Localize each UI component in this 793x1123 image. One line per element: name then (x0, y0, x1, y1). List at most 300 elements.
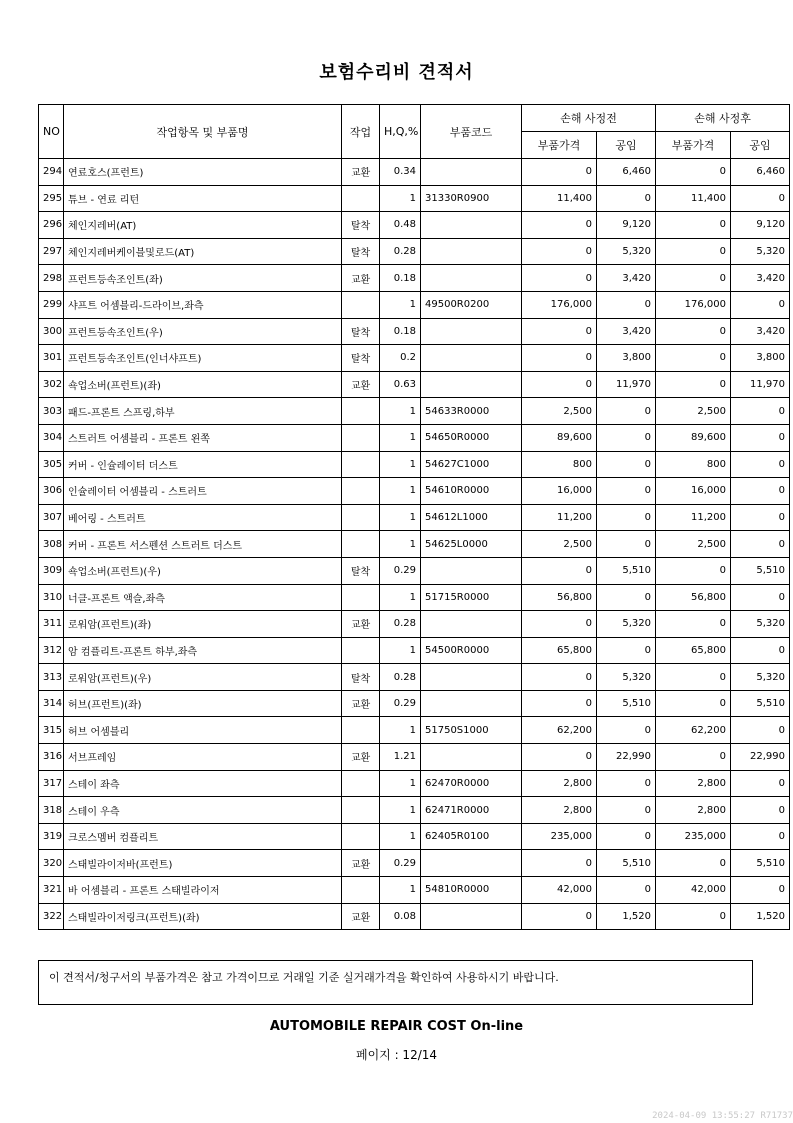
row-after-part-price: 11,200 (656, 504, 731, 531)
row-item-name: 체인지레버케이블및로드(AT) (64, 238, 342, 265)
row-before-part-price: 176,000 (522, 291, 597, 318)
table-row (39, 664, 790, 691)
row-after-labor: 0 (731, 584, 790, 611)
row-after-part-price: 0 (656, 611, 731, 638)
row-after-part-price: 0 (656, 850, 731, 877)
row-before-part-price: 0 (522, 611, 597, 638)
row-work-type: 탈착 (342, 557, 380, 584)
row-before-part-price: 0 (522, 557, 597, 584)
table-body (39, 159, 790, 930)
row-no: 309 (39, 557, 64, 584)
row-work-type (342, 823, 380, 850)
row-after-part-price: 0 (656, 557, 731, 584)
row-after-labor: 11,970 (731, 371, 790, 398)
row-before-part-price: 2,800 (522, 797, 597, 824)
header-work: 작업 (342, 105, 380, 159)
table-header (39, 105, 790, 159)
row-after-labor: 3,800 (731, 345, 790, 372)
row-work-type (342, 398, 380, 425)
row-hq: 1 (380, 531, 421, 558)
row-no: 314 (39, 690, 64, 717)
row-hq: 1 (380, 504, 421, 531)
row-hq: 0.28 (380, 238, 421, 265)
header-hq: H,Q,% (380, 105, 421, 159)
row-no: 302 (39, 371, 64, 398)
row-hq: 1 (380, 797, 421, 824)
row-hq: 0.28 (380, 611, 421, 638)
row-after-labor: 5,510 (731, 557, 790, 584)
row-after-labor: 5,320 (731, 611, 790, 638)
row-before-labor: 0 (597, 770, 656, 797)
row-part-code: 54500R0000 (421, 637, 522, 664)
row-item-name: 프런트등속조인트(우) (64, 318, 342, 345)
table-row (39, 797, 790, 824)
row-item-name: 허브(프런트)(좌) (64, 690, 342, 717)
row-no: 303 (39, 398, 64, 425)
row-before-labor: 5,320 (597, 664, 656, 691)
row-after-labor: 1,520 (731, 903, 790, 930)
row-item-name: 너클-프론트 액슬,좌측 (64, 584, 342, 611)
table-row (39, 744, 790, 771)
table-row (39, 717, 790, 744)
row-work-type: 교환 (342, 744, 380, 771)
row-work-type: 교환 (342, 850, 380, 877)
row-item-name: 스테이 좌측 (64, 770, 342, 797)
row-before-labor: 0 (597, 717, 656, 744)
table-row (39, 424, 790, 451)
row-after-labor: 3,420 (731, 265, 790, 292)
row-before-labor: 3,420 (597, 318, 656, 345)
row-after-part-price: 65,800 (656, 637, 731, 664)
row-before-part-price: 89,600 (522, 424, 597, 451)
footer-brand: AUTOMOBILE REPAIR COST On-line (269, 1019, 524, 1034)
row-hq: 0.28 (380, 664, 421, 691)
table-row (39, 690, 790, 717)
row-work-type: 교환 (342, 690, 380, 717)
row-hq: 1 (380, 398, 421, 425)
row-before-labor: 3,800 (597, 345, 656, 372)
row-before-part-price: 0 (522, 238, 597, 265)
table-row (39, 823, 790, 850)
row-work-type: 탈착 (342, 664, 380, 691)
row-work-type (342, 531, 380, 558)
row-item-name: 커버 - 인슐레이터 더스트 (64, 451, 342, 478)
row-no: 322 (39, 903, 64, 930)
row-item-name: 서브프레임 (64, 744, 342, 771)
row-after-labor: 0 (731, 797, 790, 824)
print-timestamp: 2024-04-09 13:55:27 R71737 (652, 1111, 793, 1121)
row-before-labor: 0 (597, 877, 656, 904)
row-part-code: 54627C1000 (421, 451, 522, 478)
row-part-code: 54625L0000 (421, 531, 522, 558)
row-before-labor: 0 (597, 797, 656, 824)
row-hq: 0.18 (380, 318, 421, 345)
row-no: 296 (39, 212, 64, 239)
row-after-labor: 0 (731, 823, 790, 850)
row-item-name: 튜브 - 연료 리턴 (64, 185, 342, 212)
row-before-labor: 0 (597, 451, 656, 478)
table-row (39, 584, 790, 611)
row-work-type (342, 424, 380, 451)
row-part-code: 49500R0200 (421, 291, 522, 318)
row-after-part-price: 0 (656, 903, 731, 930)
row-before-labor: 0 (597, 823, 656, 850)
row-before-part-price: 235,000 (522, 823, 597, 850)
table-row (39, 531, 790, 558)
row-before-part-price: 0 (522, 690, 597, 717)
row-part-code (421, 238, 522, 265)
row-item-name: 암 컴플리트-프론트 하부,좌측 (64, 637, 342, 664)
table-row (39, 345, 790, 372)
row-work-type: 탈착 (342, 345, 380, 372)
row-before-labor: 0 (597, 478, 656, 505)
row-work-type: 교환 (342, 265, 380, 292)
row-after-part-price: 56,800 (656, 584, 731, 611)
row-after-part-price: 0 (656, 744, 731, 771)
row-after-labor: 5,320 (731, 664, 790, 691)
row-after-part-price: 16,000 (656, 478, 731, 505)
row-hq: 0.48 (380, 212, 421, 239)
row-work-type (342, 451, 380, 478)
row-after-labor: 0 (731, 717, 790, 744)
header-before-part-price: 부품가격 (522, 132, 597, 159)
header-before-labor: 공임 (597, 132, 656, 159)
row-no: 319 (39, 823, 64, 850)
row-part-code (421, 371, 522, 398)
page-title: 보험수리비 견적서 (319, 62, 474, 83)
row-no: 320 (39, 850, 64, 877)
header-code: 부품코드 (421, 105, 522, 159)
row-work-type: 탈착 (342, 212, 380, 239)
row-part-code (421, 903, 522, 930)
row-item-name: 스태빌라이저링크(프런트)(좌) (64, 903, 342, 930)
row-before-labor: 1,520 (597, 903, 656, 930)
row-hq: 1 (380, 717, 421, 744)
row-part-code: 62405R0100 (421, 823, 522, 850)
table-row (39, 770, 790, 797)
row-work-type: 탈착 (342, 238, 380, 265)
row-after-part-price: 2,500 (656, 398, 731, 425)
row-part-code (421, 345, 522, 372)
row-item-name: 프런트등속조인트(좌) (64, 265, 342, 292)
row-before-labor: 0 (597, 424, 656, 451)
row-part-code (421, 850, 522, 877)
row-hq: 1 (380, 877, 421, 904)
row-after-part-price: 11,400 (656, 185, 731, 212)
row-before-part-price: 65,800 (522, 637, 597, 664)
row-work-type: 교환 (342, 371, 380, 398)
row-before-part-price: 62,200 (522, 717, 597, 744)
row-after-labor: 0 (731, 478, 790, 505)
row-hq: 1 (380, 185, 421, 212)
row-before-part-price: 0 (522, 212, 597, 239)
row-part-code: 54610R0000 (421, 478, 522, 505)
row-no: 304 (39, 424, 64, 451)
row-hq: 1 (380, 478, 421, 505)
row-part-code (421, 744, 522, 771)
row-item-name: 스태빌라이저바(프런트) (64, 850, 342, 877)
row-after-labor: 0 (731, 504, 790, 531)
row-before-labor: 9,120 (597, 212, 656, 239)
row-item-name: 로워암(프런트)(좌) (64, 611, 342, 638)
row-after-part-price: 800 (656, 451, 731, 478)
row-no: 315 (39, 717, 64, 744)
row-before-labor: 0 (597, 637, 656, 664)
row-before-part-price: 0 (522, 265, 597, 292)
row-hq: 1 (380, 424, 421, 451)
header-no: NO (39, 105, 64, 159)
row-item-name: 프런트등속조인트(인너샤프트) (64, 345, 342, 372)
header-after-part-price: 부품가격 (656, 132, 731, 159)
table-row (39, 637, 790, 664)
row-after-part-price: 0 (656, 690, 731, 717)
row-after-part-price: 235,000 (656, 823, 731, 850)
row-no: 301 (39, 345, 64, 372)
row-item-name: 인슐레이터 어셈블리 - 스트러트 (64, 478, 342, 505)
row-after-labor: 22,990 (731, 744, 790, 771)
row-part-code (421, 664, 522, 691)
row-hq: 0.29 (380, 850, 421, 877)
row-after-part-price: 0 (656, 318, 731, 345)
row-work-type (342, 185, 380, 212)
row-after-labor: 6,460 (731, 159, 790, 186)
row-before-part-price: 2,500 (522, 531, 597, 558)
row-before-part-price: 0 (522, 318, 597, 345)
row-part-code: 62470R0000 (421, 770, 522, 797)
row-before-labor: 5,320 (597, 238, 656, 265)
row-before-part-price: 0 (522, 159, 597, 186)
row-after-part-price: 0 (656, 371, 731, 398)
row-before-part-price: 16,000 (522, 478, 597, 505)
row-hq: 0.34 (380, 159, 421, 186)
table-row (39, 371, 790, 398)
row-after-part-price: 0 (656, 664, 731, 691)
row-after-labor: 0 (731, 637, 790, 664)
row-no: 298 (39, 265, 64, 292)
row-before-labor: 6,460 (597, 159, 656, 186)
row-after-part-price: 0 (656, 345, 731, 372)
row-after-part-price: 42,000 (656, 877, 731, 904)
row-after-part-price: 0 (656, 265, 731, 292)
row-part-code (421, 690, 522, 717)
row-work-type (342, 717, 380, 744)
row-after-part-price: 2,800 (656, 770, 731, 797)
row-after-part-price: 89,600 (656, 424, 731, 451)
row-no: 321 (39, 877, 64, 904)
row-after-part-price: 0 (656, 238, 731, 265)
table-row (39, 159, 790, 186)
row-hq: 1 (380, 584, 421, 611)
row-hq: 0.18 (380, 265, 421, 292)
price-notice: 이 견적서/청구서의 부품가격은 참고 가격이므로 거래일 기준 실거래가격을 확인하여 사용하시기 바랍니다. (38, 960, 753, 1005)
header-item: 작업항목 및 부품명 (64, 105, 342, 159)
row-work-type (342, 770, 380, 797)
row-hq: 0.2 (380, 345, 421, 372)
row-before-labor: 3,420 (597, 265, 656, 292)
row-no: 316 (39, 744, 64, 771)
row-work-type: 교환 (342, 903, 380, 930)
row-before-part-price: 11,200 (522, 504, 597, 531)
table-row (39, 318, 790, 345)
row-after-labor: 0 (731, 770, 790, 797)
row-part-code (421, 557, 522, 584)
row-part-code: 31330R0900 (421, 185, 522, 212)
row-before-labor: 0 (597, 185, 656, 212)
table-row (39, 212, 790, 239)
table-row (39, 451, 790, 478)
row-part-code (421, 212, 522, 239)
row-after-labor: 0 (731, 531, 790, 558)
row-item-name: 로워암(프런트)(우) (64, 664, 342, 691)
row-no: 313 (39, 664, 64, 691)
table-row (39, 238, 790, 265)
row-no: 318 (39, 797, 64, 824)
row-item-name: 커버 - 프론트 서스펜션 스트러트 더스트 (64, 531, 342, 558)
row-hq: 1 (380, 770, 421, 797)
row-hq: 0.63 (380, 371, 421, 398)
row-hq: 1 (380, 291, 421, 318)
row-hq: 0.29 (380, 557, 421, 584)
row-after-part-price: 2,800 (656, 797, 731, 824)
table-row (39, 557, 790, 584)
row-before-labor: 0 (597, 504, 656, 531)
row-item-name: 베어링 - 스트러트 (64, 504, 342, 531)
row-item-name: 쇽업소버(프런트)(좌) (64, 371, 342, 398)
row-item-name: 샤프트 어셈블리-드라이브,좌측 (64, 291, 342, 318)
row-part-code: 54650R0000 (421, 424, 522, 451)
row-hq: 1 (380, 637, 421, 664)
row-hq: 0.08 (380, 903, 421, 930)
row-part-code: 62471R0000 (421, 797, 522, 824)
header-before: 손해 사정전 (522, 105, 656, 132)
estimate-table (38, 104, 790, 930)
header-after-labor: 공임 (731, 132, 790, 159)
row-after-labor: 5,510 (731, 850, 790, 877)
row-before-labor: 11,970 (597, 371, 656, 398)
row-after-labor: 0 (731, 877, 790, 904)
row-before-part-price: 0 (522, 345, 597, 372)
row-work-type (342, 877, 380, 904)
table-row (39, 185, 790, 212)
row-after-labor: 0 (731, 424, 790, 451)
row-after-labor: 0 (731, 185, 790, 212)
table-row (39, 877, 790, 904)
row-before-part-price: 0 (522, 371, 597, 398)
row-no: 311 (39, 611, 64, 638)
row-no: 308 (39, 531, 64, 558)
row-no: 310 (39, 584, 64, 611)
row-before-labor: 0 (597, 584, 656, 611)
row-no: 305 (39, 451, 64, 478)
row-work-type: 교환 (342, 611, 380, 638)
table-row (39, 291, 790, 318)
row-before-part-price: 0 (522, 850, 597, 877)
row-no: 300 (39, 318, 64, 345)
row-before-labor: 0 (597, 531, 656, 558)
row-after-labor: 3,420 (731, 318, 790, 345)
row-before-labor: 5,510 (597, 557, 656, 584)
row-item-name: 연료호스(프런트) (64, 159, 342, 186)
row-hq: 1 (380, 823, 421, 850)
row-no: 307 (39, 504, 64, 531)
row-before-part-price: 42,000 (522, 877, 597, 904)
row-after-labor: 5,320 (731, 238, 790, 265)
row-item-name: 체인지레버(AT) (64, 212, 342, 239)
row-no: 317 (39, 770, 64, 797)
header-after: 손해 사정후 (656, 105, 790, 132)
row-work-type (342, 504, 380, 531)
row-item-name: 크로스멤버 컴플리트 (64, 823, 342, 850)
table-row (39, 478, 790, 505)
row-part-code: 51715R0000 (421, 584, 522, 611)
row-after-labor: 5,510 (731, 690, 790, 717)
row-part-code: 54633R0000 (421, 398, 522, 425)
row-part-code (421, 159, 522, 186)
row-work-type (342, 584, 380, 611)
row-part-code: 54810R0000 (421, 877, 522, 904)
row-after-labor: 0 (731, 451, 790, 478)
row-no: 295 (39, 185, 64, 212)
row-item-name: 스테이 우측 (64, 797, 342, 824)
row-part-code: 51750S1000 (421, 717, 522, 744)
row-part-code: 54612L1000 (421, 504, 522, 531)
row-before-part-price: 56,800 (522, 584, 597, 611)
row-item-name: 패드-프론트 스프링,하부 (64, 398, 342, 425)
row-work-type (342, 291, 380, 318)
row-before-part-price: 2,500 (522, 398, 597, 425)
row-after-labor: 9,120 (731, 212, 790, 239)
row-before-part-price: 11,400 (522, 185, 597, 212)
row-before-part-price: 0 (522, 664, 597, 691)
row-item-name: 허브 어셈블리 (64, 717, 342, 744)
row-before-labor: 5,320 (597, 611, 656, 638)
row-after-labor: 0 (731, 398, 790, 425)
table-row (39, 504, 790, 531)
row-before-part-price: 2,800 (522, 770, 597, 797)
table-row (39, 611, 790, 638)
row-before-labor: 22,990 (597, 744, 656, 771)
row-no: 306 (39, 478, 64, 505)
row-part-code (421, 265, 522, 292)
row-after-part-price: 62,200 (656, 717, 731, 744)
row-after-part-price: 2,500 (656, 531, 731, 558)
row-before-part-price: 0 (522, 744, 597, 771)
row-no: 299 (39, 291, 64, 318)
row-item-name: 쇽업소버(프런트)(우) (64, 557, 342, 584)
row-hq: 1 (380, 451, 421, 478)
row-after-part-price: 0 (656, 212, 731, 239)
row-item-name: 바 어셈블리 - 프론트 스태빌라이저 (64, 877, 342, 904)
row-part-code (421, 611, 522, 638)
table-row (39, 398, 790, 425)
row-before-labor: 0 (597, 291, 656, 318)
row-work-type (342, 637, 380, 664)
row-before-labor: 5,510 (597, 850, 656, 877)
row-hq: 0.29 (380, 690, 421, 717)
table-row (39, 850, 790, 877)
row-after-labor: 0 (731, 291, 790, 318)
row-before-part-price: 800 (522, 451, 597, 478)
row-work-type: 교환 (342, 159, 380, 186)
row-before-part-price: 0 (522, 903, 597, 930)
row-work-type (342, 478, 380, 505)
row-no: 294 (39, 159, 64, 186)
row-hq: 1.21 (380, 744, 421, 771)
row-item-name: 스트러트 어셈블리 - 프론트 왼쪽 (64, 424, 342, 451)
row-part-code (421, 318, 522, 345)
row-work-type: 탈착 (342, 318, 380, 345)
page-number: 페이지 : 12/14 (355, 1048, 438, 1062)
